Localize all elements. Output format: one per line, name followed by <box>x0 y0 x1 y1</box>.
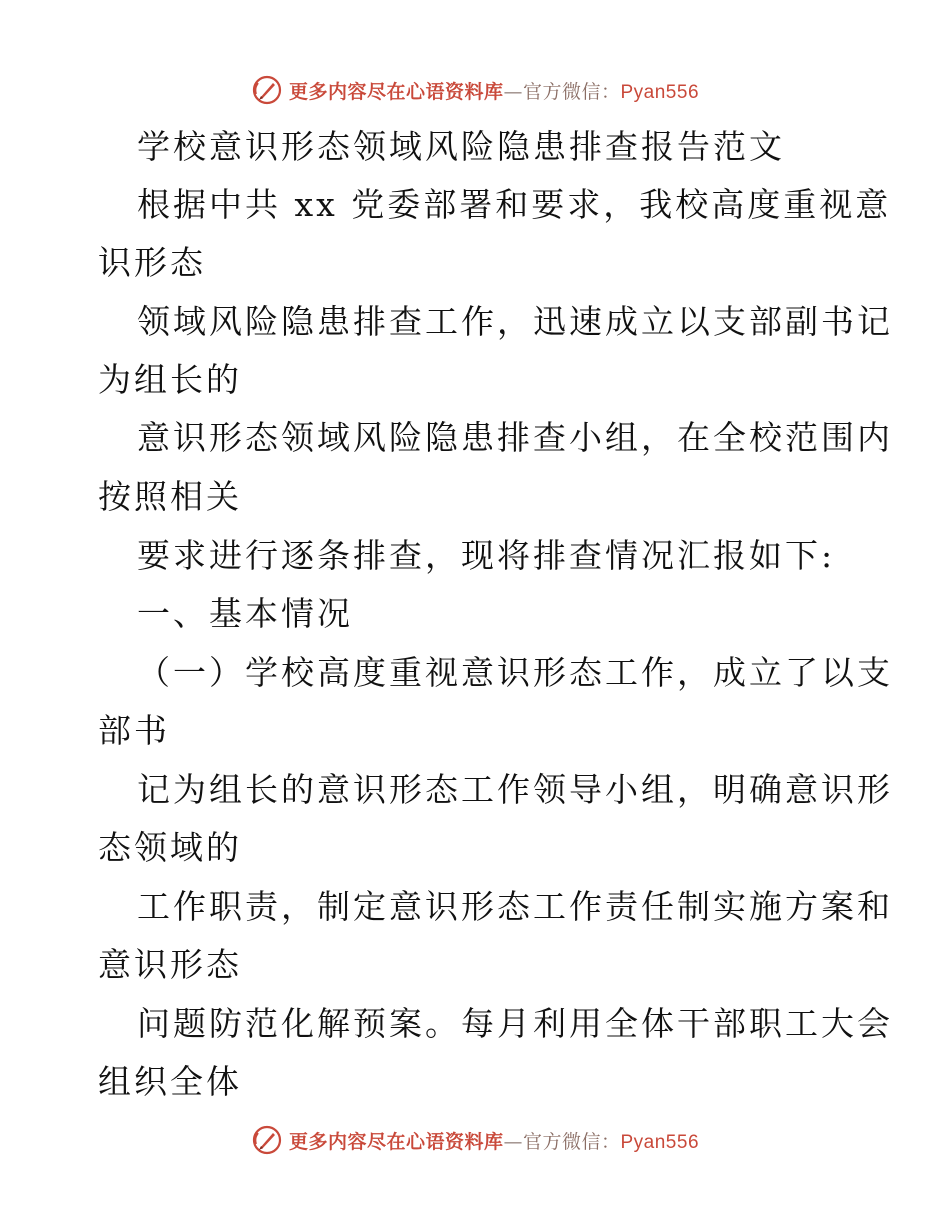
quill-pen-icon <box>251 74 283 106</box>
paragraph-line: 意识形态领域风险隐患排查小组，在全校范围内 <box>137 418 893 457</box>
paragraph-line: 组织全体 <box>98 1062 242 1101</box>
paragraph-line: 根据中共 xx 党委部署和要求，我校高度重视意 <box>137 185 892 224</box>
watermark-dash: — <box>503 1130 523 1153</box>
watermark-wechat-label: 官方微信： <box>522 80 621 103</box>
paragraph-line: 按照相关 <box>98 477 242 516</box>
watermark-brand: 更多内容尽在心语资料库 <box>288 1130 504 1153</box>
paragraph-line: 态领域的 <box>98 828 242 867</box>
watermark-banner-bottom <box>0 1122 950 1158</box>
paragraph-line: 记为组长的意识形态工作领导小组，明确意识形 <box>137 770 893 809</box>
paragraph-line: 工作职责，制定意识形态工作责任制实施方案和 <box>137 887 893 926</box>
paragraph-line: 识形态 <box>98 243 206 282</box>
section-heading: 一、基本情况 <box>137 594 353 633</box>
paragraph-line: （一）学校高度重视意识形态工作，成立了以支 <box>137 653 893 692</box>
watermark-wechat-label: 官方微信： <box>522 1130 621 1153</box>
paragraph-line: 部书 <box>98 711 170 750</box>
paragraph-line: 为组长的 <box>98 360 242 399</box>
watermark-wechat-id: Pyan556 <box>620 1131 700 1153</box>
watermark-wechat-id: Pyan556 <box>620 81 700 103</box>
paragraph-line: 要求进行逐条排查，现将排查情况汇报如下: <box>137 536 836 575</box>
watermark-dash: — <box>503 80 523 103</box>
watermark-brand: 更多内容尽在心语资料库 <box>288 80 504 103</box>
watermark-banner-top <box>0 72 950 108</box>
paragraph-line: 问题防范化解预案。每月利用全体干部职工大会 <box>137 1004 893 1043</box>
paragraph-line: 意识形态 <box>98 945 242 984</box>
watermark-text <box>289 1127 699 1154</box>
document-title: 学校意识形态领域风险隐患排查报告范文 <box>137 127 785 166</box>
watermark-text <box>289 77 699 104</box>
paragraph-line: 领域风险隐患排查工作，迅速成立以支部副书记 <box>137 302 893 341</box>
quill-pen-icon <box>251 1124 283 1156</box>
